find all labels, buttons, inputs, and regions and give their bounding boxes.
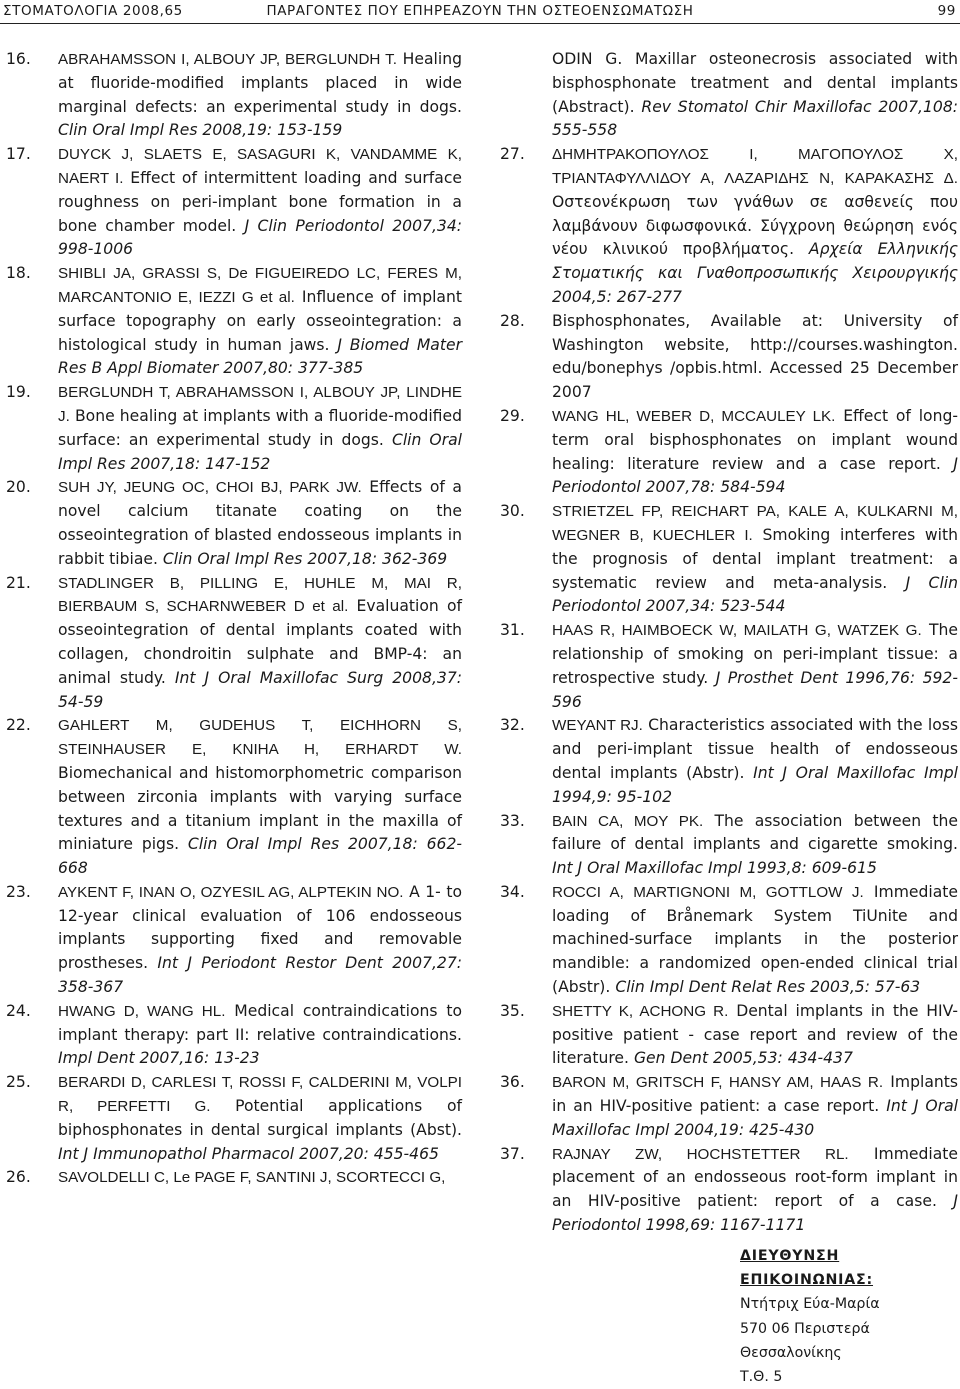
reference-authors: STRIETZEL FP, REICHART PA, KALE A, KULKARNI M, WEGNER B, KUECHLER I. bbox=[552, 503, 958, 544]
reference-title: The association between the failure of dental implants and cigarette smoking. bbox=[552, 811, 958, 854]
reference-authors: SAVOLDELLI C, Le PAGE F, SANTINI J, SCORTECCI G, bbox=[58, 1169, 446, 1187]
reference-title: Bisphosphonates, Available at: University of Washington website, http://courses.washington. edu/bonephys /opbis.html. Accessed 25 December 2007 bbox=[552, 311, 958, 402]
reference-title: Characteristics associated with the loss and peri-implant tissue health of endosseous dental implants (Abstr). bbox=[552, 716, 958, 782]
reference-entry bbox=[500, 881, 958, 1000]
reference-journal: Int J Oral Maxillofac Impl 1994,9: 95-102 bbox=[552, 763, 958, 806]
reference-entry bbox=[6, 143, 462, 262]
reference-journal: J Clin Periodontol 2007,34: 523-544 bbox=[552, 573, 958, 616]
reference-authors: BARON M, GRITSCH F, HANSY AM, HAAS R. bbox=[552, 1074, 884, 1092]
reference-title: ODIN G. Maxillar osteonecrosis associated with bisphosphonate treatment and dental implants (Abstract). bbox=[552, 50, 958, 116]
reference-entry bbox=[500, 1071, 958, 1142]
contact-postal: 570 06 Περιστερά bbox=[740, 1320, 870, 1337]
reference-number: 21. bbox=[6, 573, 31, 592]
reference-entry bbox=[500, 1143, 958, 1238]
reference-number: 36. bbox=[500, 1073, 525, 1092]
reference-title: Potential applications of biphosphonates in dental surgical implants (Abst). bbox=[58, 1097, 462, 1139]
references-left-column bbox=[6, 48, 462, 1190]
reference-authors: BERARDI D, CARLESI T, ROSSI F, CALDERINI M, VOLPI R, PERFETTI G. bbox=[58, 1074, 462, 1116]
reference-title: Evaluation of osseointegration of dental implants coated with collagen, chondroitin sulphate and BMP-4: an animal study. bbox=[58, 597, 462, 687]
reference-journal: Int J Oral Maxillofac Surg 2008,37: 54-59 bbox=[58, 668, 462, 711]
reference-title: Medical contraindications to implant therapy: part II: relative contraindications. bbox=[58, 1001, 462, 1044]
reference-authors: HWANG D, WANG HL. bbox=[58, 1002, 226, 1020]
reference-number: 30. bbox=[500, 502, 525, 521]
reference-authors: STADLINGER B, PILLING E, HUHLE M, MAI R, BIERBAUM S, SCHARNWEBER D et al. bbox=[58, 574, 462, 616]
reference-journal: J Periodontol 1998,69: 1167-1171 bbox=[552, 1192, 958, 1235]
contact-city: Θεσσαλονίκης bbox=[740, 1344, 842, 1361]
reference-authors: HAAS R, HAIMBOECK W, MAILATH G, WATZEK G. bbox=[552, 622, 922, 640]
reference-title: Bone healing at implants with a fluoride-modified surface: an experimental study in dogs. bbox=[58, 406, 462, 449]
reference-authors: RAJNAY ZW, HOCHSTETTER RL. bbox=[552, 1145, 849, 1163]
page-number: 99 bbox=[937, 3, 956, 19]
reference-number: 24. bbox=[6, 1001, 31, 1020]
reference-journal: Impl Dent 2007,16: 13-23 bbox=[58, 1049, 260, 1068]
reference-journal: Clin Oral Impl Res 2008,19: 153-159 bbox=[58, 121, 343, 140]
reference-title: Healing at fluoride-modified implants placed in wide marginal defects: an experimental study in dogs. bbox=[58, 50, 462, 116]
reference-number: 31. bbox=[500, 621, 525, 640]
page-header bbox=[0, 0, 960, 24]
reference-title: Οστεονέκρωση των γνάθων σε ασθενείς που λαμβάνουν διφωσφονικά. Σύγχρονη θεώρηση ενός νέου κλινικού προβλήματος. bbox=[552, 192, 958, 259]
reference-number: 20. bbox=[6, 478, 31, 497]
reference-number: 23. bbox=[6, 882, 31, 901]
reference-entry bbox=[500, 714, 958, 809]
reference-title: Immediate loading of Brånemark System TiUnite and machined-surface implants in the posterior mandible: a randomized open-ended clinical trial (Abstr). bbox=[552, 882, 958, 997]
reference-entry bbox=[500, 405, 958, 500]
reference-authors: AYKENT F, INAN O, OZYESIL AG, ALPTEKIN NO. bbox=[58, 883, 404, 901]
reference-title: Implants in an HIV-positive patient: a case report. bbox=[552, 1073, 958, 1116]
journal-running-title: ΣΤΟΜΑΤΟΛΟΓΙΑ 2008,65 bbox=[3, 3, 183, 19]
contact-address-block bbox=[740, 1244, 955, 1389]
reference-number: 18. bbox=[6, 264, 31, 283]
reference-authors: WEYANT RJ. bbox=[552, 717, 643, 735]
reference-number: 19. bbox=[6, 383, 31, 402]
reference-journal: Rev Stomatol Chir Maxillofac 2007,108: 555-558 bbox=[552, 97, 958, 140]
reference-entry bbox=[500, 500, 958, 619]
reference-journal: Clin Oral Impl Res 2007,18: 362-369 bbox=[162, 549, 448, 568]
reference-journal: Clin Oral Impl Res 2007,18: 147-152 bbox=[58, 430, 462, 473]
reference-entry bbox=[500, 1000, 958, 1071]
reference-number: 33. bbox=[500, 811, 525, 830]
reference-number: 25. bbox=[6, 1073, 31, 1092]
reference-entry bbox=[500, 48, 958, 143]
reference-number: 27. bbox=[500, 145, 525, 164]
reference-number: 37. bbox=[500, 1144, 525, 1163]
reference-title: Dental implants in the HIV-positive patient - case report and review of the literature. bbox=[552, 1001, 958, 1068]
reference-authors: SHIBLI JA, GRASSI S, De FIGUEIREDO LC, FERES M, MARCANTONIO E, IEZZI G et al. bbox=[58, 265, 462, 306]
reference-number: 35. bbox=[500, 1001, 525, 1020]
reference-journal: Αρχεία Ελληνικής Στοματικής και Γναθοπροσωπικής Χειρουργικής 2004,5: 267-277 bbox=[552, 240, 958, 306]
reference-entry bbox=[6, 881, 462, 1000]
contact-title: ΔΙΕΥΘΥΝΣΗ ΕΠΙΚΟΙΝΩΝΙΑΣ: bbox=[740, 1248, 874, 1289]
reference-title: Biomechanical and histomorphometric comparison between zirconia implants with varying surface textures and a titanium implant in the maxilla of miniature pigs. bbox=[58, 763, 462, 854]
reference-journal: J Biomed Mater Res B Appl Biomater 2007,80: 377-385 bbox=[58, 335, 462, 378]
reference-entry bbox=[6, 1071, 462, 1166]
reference-journal: Int J Periodont Restor Dent 2007,27: 358-367 bbox=[58, 954, 462, 997]
reference-entry bbox=[6, 262, 462, 381]
reference-authors: WANG HL, WEBER D, MCCAULEY LK. bbox=[552, 407, 836, 425]
reference-number: 34. bbox=[500, 882, 525, 901]
reference-journal: Int J Oral Maxillofac Impl 1993,8: 609-615 bbox=[552, 859, 877, 878]
header-rule bbox=[0, 23, 960, 24]
reference-entry bbox=[500, 619, 958, 714]
reference-number: 22. bbox=[6, 716, 31, 735]
contact-name: Ντήτριχ Εύα-Μαρία bbox=[740, 1296, 880, 1313]
reference-number: 28. bbox=[500, 311, 525, 330]
reference-authors: DUYCK J, SLAETS E, SASAGURI K, VANDAMME K, NAERT I. bbox=[58, 146, 462, 187]
reference-authors: ABRAHAMSSON I, ALBOUY JP, BERGLUNDH T. bbox=[58, 51, 397, 68]
reference-entry bbox=[6, 1000, 462, 1071]
reference-title: Effect of intermittent loading and surface roughness on peri-implant bone formation in a bone chamber model. bbox=[58, 168, 462, 235]
reference-authors: BERGLUNDH T, ABRAHAMSSON I, ALBOUY JP, LINDHE J. bbox=[58, 384, 462, 425]
reference-journal: Int J Oral Maxillofac Impl 2004,19: 425-430 bbox=[552, 1097, 958, 1139]
reference-journal: Clin Impl Dent Relat Res 2003,5: 57-63 bbox=[615, 978, 921, 997]
reference-authors: ROCCI A, MARTIGNONI M, GOTTLOW J. bbox=[552, 883, 864, 901]
reference-journal: J Periodontol 2007,78: 584-594 bbox=[552, 454, 958, 497]
reference-journal: Gen Dent 2005,53: 434-437 bbox=[633, 1049, 853, 1068]
reference-authors: BAIN CA, MOY PK. bbox=[552, 812, 704, 830]
reference-title: The relationship of smoking on peri-implant tissue: a retrospective study. bbox=[552, 621, 958, 687]
reference-title: Influence of implant surface topography on early osseointegration: a histological study in human jaws. bbox=[58, 287, 462, 354]
contact-po-box: Τ.Θ. 5 bbox=[740, 1369, 783, 1386]
reference-authors: GAHLERT M, GUDEHUS T, EICHHORN S, STEINHAUSER E, KNIHA H, ERHARDT W. bbox=[58, 717, 462, 759]
reference-number: 26. bbox=[6, 1168, 31, 1187]
reference-entry bbox=[6, 714, 462, 881]
reference-entry bbox=[6, 572, 462, 715]
reference-journal: Clin Oral Impl Res 2007,18: 662-668 bbox=[58, 835, 462, 878]
reference-number: 16. bbox=[6, 50, 31, 68]
reference-title: A 1- to 12-year clinical evaluation of 106 endosseous implants supporting fixed and removable prostheses. bbox=[58, 882, 462, 973]
reference-authors: ΔΗΜΗΤΡΑΚΟΠΟΥΛΟΣ Ι, ΜΑΓΟΠΟΥΛΟΣ Χ, ΤΡΙΑΝΤΑΦΥΛΛΙΔΟΥ Α, ΛΑΖΑΡΙΔΗΣ Ν, ΚΑΡΑΚΑΣΗΣ Δ. bbox=[552, 146, 958, 187]
reference-journal: J Clin Periodontol 2007,34: 998-1006 bbox=[58, 216, 462, 259]
reference-authors: SUH JY, JEUNG OC, CHOI BJ, PARK JW. bbox=[58, 479, 362, 497]
reference-entry bbox=[6, 1166, 462, 1190]
reference-entry bbox=[500, 810, 958, 881]
reference-title: Effects of a novel calcium titanate coating on the osseointegration of blasted endosseous implants in rabbit tibiae. bbox=[58, 478, 462, 568]
reference-number: 29. bbox=[500, 406, 525, 425]
reference-number: 32. bbox=[500, 716, 525, 735]
article-running-title: ΠΑΡΑΓΟΝΤΕΣ ΠΟΥ ΕΠΗΡΕΑΖΟΥΝ ΤΗΝ ΟΣΤΕΟΕΝΣΩΜΑΤΩΣΗ bbox=[266, 3, 694, 19]
reference-title: Smoking interferes with the prognosis of dental implant treatment: a systematic review and meta-analysis. bbox=[552, 525, 958, 592]
reference-entry bbox=[6, 476, 462, 571]
reference-entry bbox=[500, 143, 958, 310]
reference-entry bbox=[6, 381, 462, 476]
reference-entry bbox=[500, 310, 958, 405]
reference-entry bbox=[6, 48, 462, 143]
reference-title: Effect of long-term oral bisphosphonates on implant wound healing: literature review and a case report. bbox=[552, 406, 958, 473]
reference-journal: J Prosthet Dent 1996,76: 592-596 bbox=[552, 668, 958, 711]
references-right-column bbox=[500, 48, 958, 1238]
reference-journal: Int J Immunopathol Pharmacol 2007,20: 455-465 bbox=[58, 1144, 439, 1163]
reference-authors: SHETTY K, ACHONG R. bbox=[552, 1002, 729, 1020]
reference-title: Immediate placement of an endosseous root-form implant in an HIV-positive patient: report of a case. bbox=[552, 1144, 958, 1211]
reference-number: 17. bbox=[6, 145, 31, 164]
